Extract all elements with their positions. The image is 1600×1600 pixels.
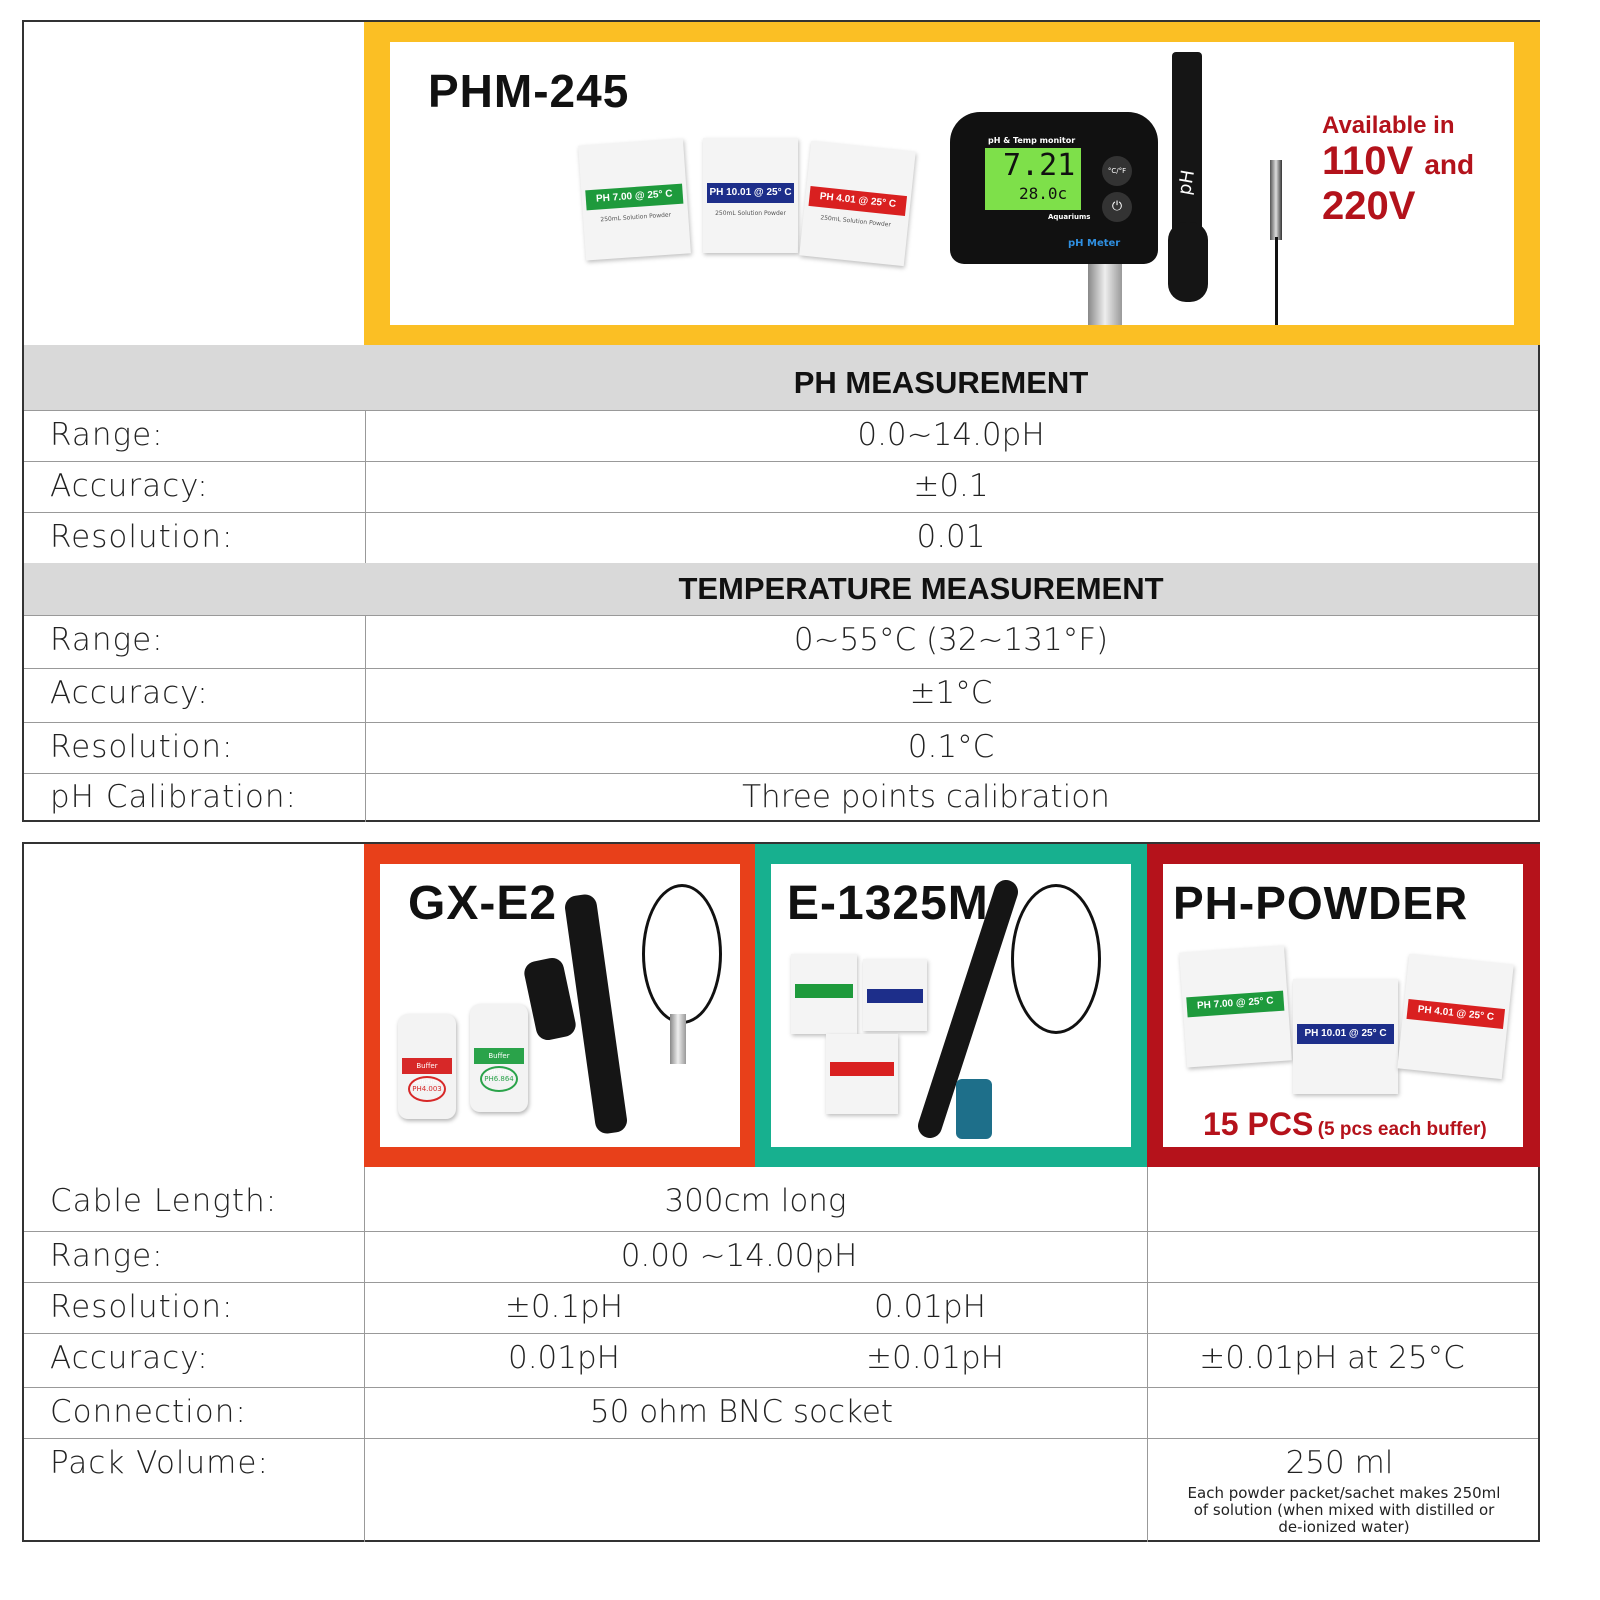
voltage-110: 110V: [1322, 139, 1414, 183]
meter-app-label: Aquariums: [1048, 213, 1091, 221]
meter-display: [985, 148, 1081, 210]
column-divider: [364, 1167, 365, 1542]
sachet-color-band: [867, 989, 923, 1003]
row-value: 0.01: [916, 519, 986, 555]
count-value: 15 PCS: [1203, 1106, 1314, 1142]
ph-powder-value: ±0.01pH at 25°C: [1199, 1340, 1465, 1376]
row-label: Resolution:: [50, 729, 234, 765]
sachet-sub: 250mL Solution Powder: [820, 214, 892, 229]
row-label: Accuracy:: [50, 1340, 209, 1376]
bottle-value: PH4.003: [408, 1076, 446, 1102]
row-label: Connection:: [50, 1394, 247, 1430]
meter-ph-reading: 7.21: [1003, 148, 1076, 183]
buffer-sachet: [1397, 954, 1513, 1079]
sachet-label: PH 7.00 @ 25° C: [585, 184, 683, 211]
row-label: Cable Length:: [50, 1183, 278, 1219]
table-row: [24, 773, 1538, 822]
table-row-cable: [24, 1167, 1538, 1231]
buffer-sachet: [863, 959, 927, 1031]
buffer-bottle: [398, 1014, 456, 1119]
pack-note: Each powder packet/sachet makes 250ml of solution (when mixed with distilled or de-ionized water): [1187, 1484, 1501, 1536]
sachet-label: PH 10.01 @ 25° C: [707, 183, 794, 203]
sachet-sub: 250mL Solution Powder: [600, 211, 672, 224]
buffer-sachet: [1179, 945, 1292, 1067]
row-value: 0~55°C (32~131°F): [793, 622, 1109, 658]
row-value: 50 ohm BNC socket: [589, 1394, 894, 1430]
table-row: [24, 668, 1538, 722]
ph-section-header: [24, 345, 1538, 410]
probe-label: pH: [1173, 168, 1199, 197]
ph-powder-panel: [1147, 844, 1540, 1167]
bnc-connector: [1088, 264, 1122, 325]
phm-245-banner: [364, 22, 1540, 345]
availability-line: Available in: [1322, 112, 1455, 139]
table-row: [24, 722, 1538, 773]
buffer-sachet: [1293, 979, 1398, 1094]
voltage-220: 220V: [1322, 184, 1416, 228]
temp-section-header: [24, 563, 1538, 615]
buffer-sachet: [703, 138, 798, 253]
bnc-connector: [670, 1014, 686, 1064]
section-title: TEMPERATURE MEASUREMENT: [678, 571, 1164, 606]
ph-powder-image: [1163, 864, 1523, 1147]
column-divider: [365, 615, 366, 822]
row-value: 300cm long: [664, 1183, 847, 1219]
row-label: Resolution:: [50, 1289, 234, 1325]
pack-count: [1203, 1106, 1487, 1143]
power-icon: ⏻: [1102, 192, 1132, 222]
product-title: E-1325M: [787, 877, 989, 930]
gx-e2-image: [380, 864, 740, 1147]
sachet-color-band: [830, 1062, 894, 1076]
accessories-spec-table: [22, 842, 1540, 1542]
sachet-label: PH 4.01 @ 25° C: [1406, 999, 1505, 1029]
row-value: ±1°C: [909, 675, 993, 711]
table-row: [24, 615, 1538, 668]
row-label: pH Calibration:: [50, 779, 297, 815]
product-title: PHM-245: [428, 65, 630, 117]
ph-probe-grip: [1168, 222, 1208, 302]
row-label: Pack Volume:: [50, 1445, 269, 1481]
row-value: Three points calibration: [742, 779, 1110, 815]
column-divider: [365, 410, 366, 563]
table-row-pack: [24, 1438, 1538, 1542]
electrode-cable: [1011, 884, 1101, 1034]
bottle-value: PH6.864: [480, 1066, 518, 1092]
sachet-color-band: [795, 984, 853, 998]
electrode-cap: [522, 956, 578, 1043]
buffer-sachet: [826, 1034, 898, 1114]
gx-e2-panel: [364, 844, 755, 1167]
bottle-label: Buffer Solution: [402, 1058, 452, 1074]
section-title: PH MEASUREMENT: [793, 365, 1089, 400]
e-1325m-value: ±0.01pH: [866, 1340, 1004, 1376]
row-label: Range:: [50, 417, 164, 453]
table-row-resolution: [24, 1282, 1538, 1333]
row-value: 0.0~14.0pH: [857, 417, 1045, 453]
ph-meter-device: [950, 112, 1158, 264]
meter-brand: pH Meter: [1068, 238, 1121, 249]
temp-probe: [1270, 160, 1282, 240]
table-row-connection: [24, 1387, 1538, 1438]
sachet-label: PH 4.01 @ 25° C: [808, 186, 907, 216]
meter-header: pH & Temp monitor: [988, 136, 1076, 145]
count-note: (5 pcs each buffer): [1317, 1119, 1487, 1140]
buffer-sachet: [799, 141, 915, 266]
e-1325m-image: [771, 864, 1131, 1147]
buffer-sachet: [791, 954, 857, 1034]
table-row-accuracy: [24, 1333, 1538, 1387]
column-divider: [1147, 1167, 1148, 1542]
row-label: Range:: [50, 1238, 164, 1274]
ph-probe: [1172, 52, 1202, 242]
row-label: Accuracy:: [50, 675, 209, 711]
row-label: Range:: [50, 622, 164, 658]
sachet-sub: 250mL Solution Powder: [715, 210, 786, 217]
availability-and: and: [1424, 149, 1475, 180]
availability-note: [1322, 112, 1474, 226]
temp-probe-cable: [1275, 237, 1278, 325]
product-title: GX-E2: [408, 877, 558, 930]
sachet-label: PH 7.00 @ 25° C: [1186, 991, 1284, 1018]
electrode-cable: [642, 884, 722, 1024]
storage-bottle: [956, 1079, 992, 1139]
table-row: [24, 410, 1538, 461]
row-value: ±0.1: [913, 468, 989, 504]
buffer-sachet: [578, 138, 691, 260]
sachet-label: PH 10.01 @ 25° C: [1297, 1024, 1394, 1044]
e-1325m-panel: [755, 844, 1147, 1167]
phm-245-image: [390, 42, 1514, 325]
table-row: [24, 512, 1538, 563]
row-label: Resolution:: [50, 519, 234, 555]
gx-e2-value: 0.01pH: [507, 1340, 620, 1376]
row-value: 0.00 ~14.00pH: [620, 1238, 858, 1274]
product-title: PH-POWDER: [1173, 877, 1469, 929]
table-row-range: [24, 1231, 1538, 1282]
e-1325m-value: 0.01pH: [873, 1289, 986, 1325]
meter-temp-reading: 28.0c: [1019, 184, 1068, 203]
buffer-bottle: [470, 1004, 528, 1112]
gx-e2-value: ±0.1pH: [504, 1289, 624, 1325]
table-row: [24, 461, 1538, 512]
row-label: Accuracy:: [50, 468, 209, 504]
bottle-label: Buffer Solution: [474, 1048, 524, 1064]
phm-245-spec-table: [22, 20, 1540, 822]
row-value: 0.1°C: [907, 729, 995, 765]
row-value: 250 ml: [1285, 1445, 1394, 1481]
unit-toggle-button: °C/°F: [1102, 156, 1132, 186]
